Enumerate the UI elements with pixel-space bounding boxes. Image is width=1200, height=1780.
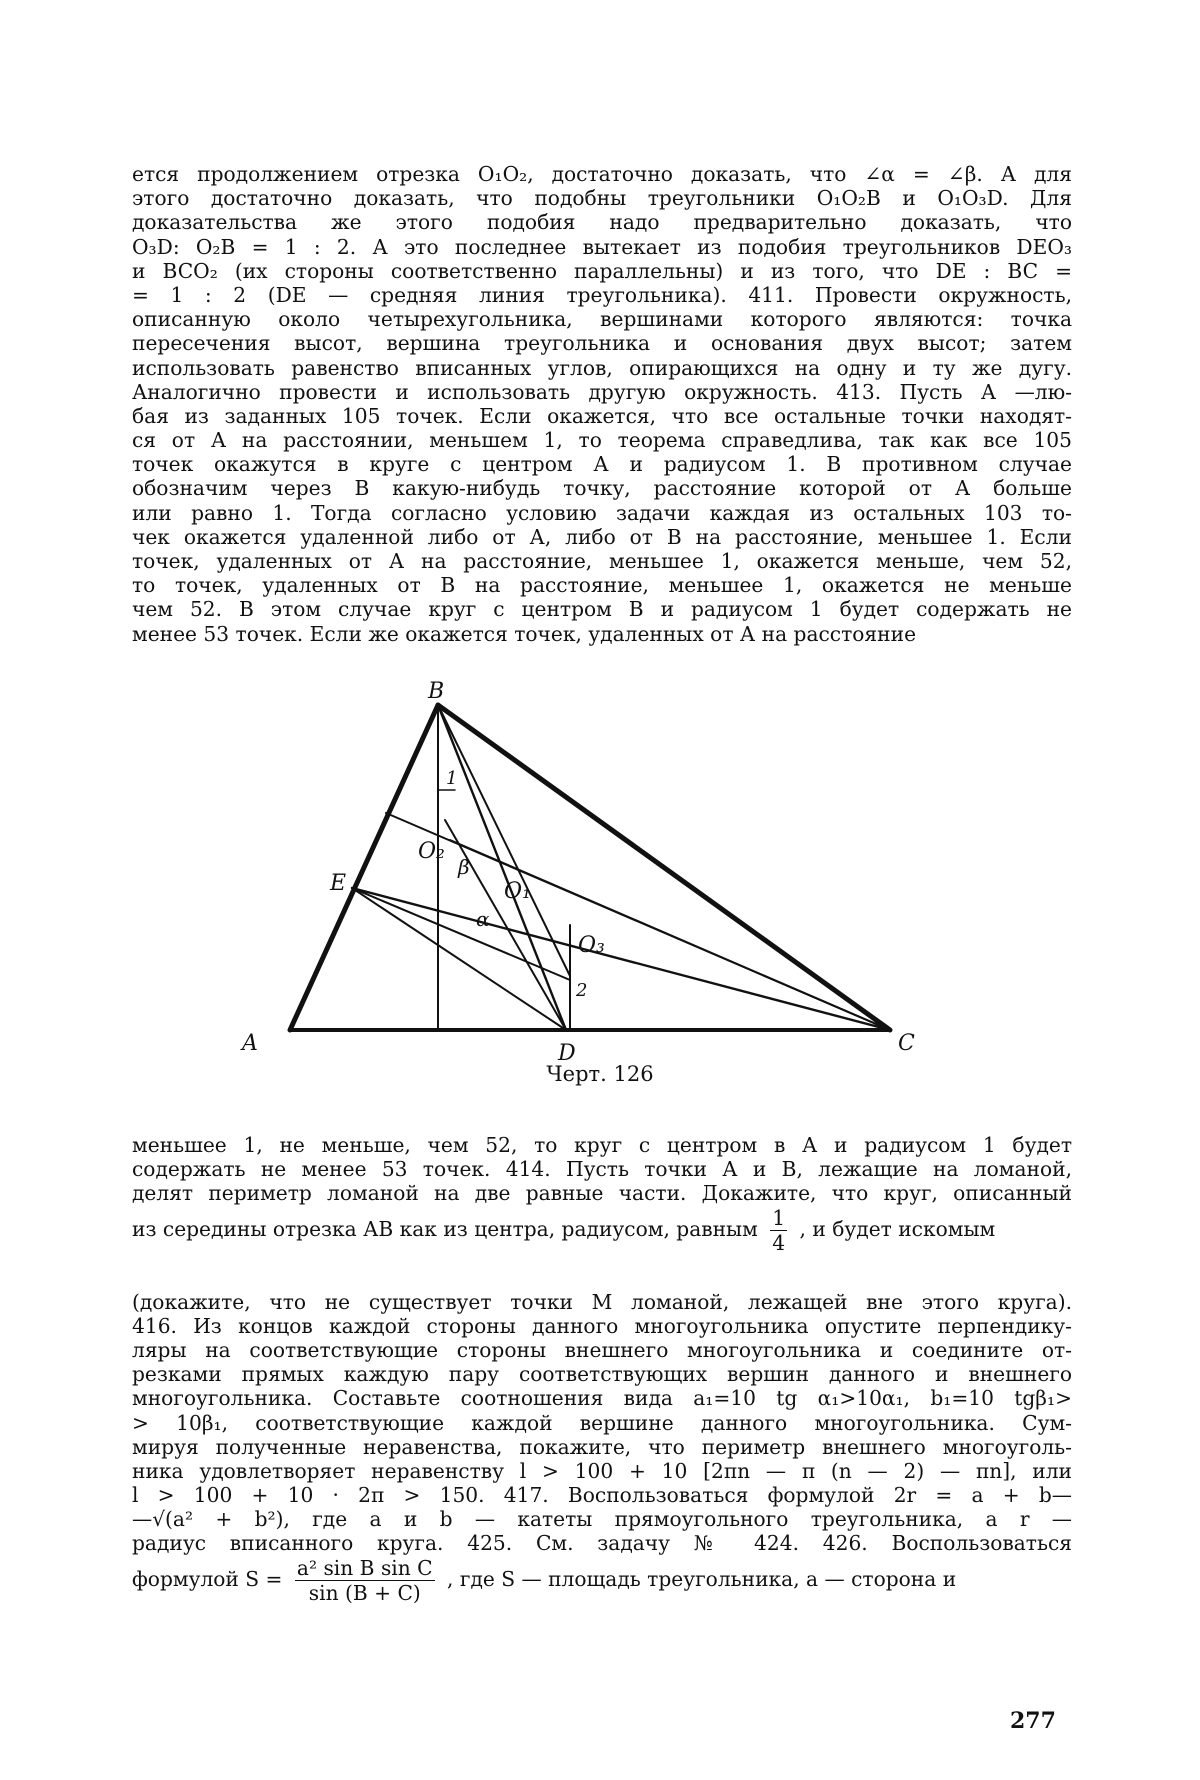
fraction-2-denominator: sin (B + C): [308, 1580, 421, 1605]
text-line: использовать равенство вписанных углов, опирающихся на одну и ту же дугу.: [132, 355, 1072, 380]
text-line: резками прямых каждую пару соответствующих вершин данного и внешнего: [132, 1362, 1072, 1387]
text-line: (докажите, что не существует точки М ломаной, лежащей вне этого круга).: [132, 1289, 1072, 1314]
line-ec: [352, 888, 890, 1030]
side-bc: [438, 705, 890, 1030]
fraction-1: [770, 1206, 787, 1255]
text-line: обозначим через В какую-нибудь точку, расстояние которой от А больше: [132, 476, 1072, 501]
line-o2-d: [445, 820, 566, 1030]
text-line: многоугольника. Составьте соотношения вида a₁=10 tg α₁>10α₁, b₁=10 tgβ₁>: [132, 1386, 1072, 1411]
line-e-o3: [352, 888, 570, 980]
label-angle-1: 1: [446, 768, 458, 789]
text-line: l > 100 + 10 · 2π > 150. 417. Воспользоваться формулой 2r = a + b—: [132, 1483, 1072, 1508]
text-line: меньшее 1, не меньше, чем 52, то круг с центром в А и радиусом 1 будет: [132, 1133, 1072, 1157]
text-line: O₃D: O₂B = 1 : 2. А это последнее вытекает из подобия треугольников DEO₃: [132, 234, 1072, 259]
line-ed: [352, 888, 566, 1030]
text-line: ляры на соответствующие стороны внешнего многоугольника и соедините от-: [132, 1337, 1072, 1362]
text-line: точек окажутся в круге с центром А и радиусом 1. В противном случае: [132, 452, 1072, 477]
text-line: ется продолжением отрезка O₁O₂, достаточно доказать, что ∠α = ∠β. А для: [132, 162, 1072, 186]
text-line: описанную около четырехугольника, вершинами которого являются: точка: [132, 307, 1072, 332]
fraction-2-numerator: a² sin B sin C: [296, 1555, 433, 1580]
text-line: —√(a² + b²), где a и b — катеты прямоугольного треугольника, a r —: [132, 1507, 1072, 1532]
text-line: доказательства же этого подобия надо предварительно доказать, что: [132, 210, 1072, 235]
fraction-1-denominator: 4: [772, 1230, 786, 1255]
label-angle-2: 2: [576, 980, 588, 1001]
fraction-2-before: формулой S =: [132, 1566, 283, 1591]
label-o3: O₃: [578, 933, 605, 958]
text-line: > 10β₁, соответствующие каждой вершине данного многоугольника. Сум-: [132, 1410, 1072, 1435]
label-a: A: [242, 1031, 258, 1056]
text-line: чем 52. В этом случае круг с центром В и радиусом 1 будет содержать не: [132, 597, 1072, 622]
text-line: и BCO₂ (их стороны соответственно параллельны) и из того, что DE : BC =: [132, 258, 1072, 283]
page-number: 277: [1010, 1708, 1056, 1734]
text-line: бая из заданных 105 точек. Если окажется, что все остальные точки находят-: [132, 403, 1072, 428]
text-line: = 1 : 2 (DE — средняя линия треугольника). 411. Провести окружность,: [132, 282, 1072, 307]
text-line: пересечения высот, вершина треугольника и основания двух высот; затем: [132, 331, 1072, 356]
text-line: то точек, удаленных от В на расстояние, меньшее 1, окажется не меньше: [132, 573, 1072, 598]
fraction-1-after: , и будет искомым: [799, 1216, 996, 1241]
label-alpha: α: [476, 907, 490, 931]
geometry-figure: [242, 679, 950, 1080]
label-o2: O₂: [418, 839, 445, 864]
text-line: Аналогично провести и использовать другую окружность. 413. Пусть А —лю-: [132, 379, 1072, 404]
text-line: 416. Из концов каждой стороны данного многоугольника опустите перпендику-: [132, 1313, 1072, 1338]
fraction-line-2: [132, 1556, 1072, 1640]
text-line: чек окажется удаленной либо от А, либо от В на расстояние, меньшее 1. Если: [132, 524, 1072, 549]
text-line: ся от А на расстоянии, меньшем 1, то теорема справедлива, так как все 105: [132, 428, 1072, 453]
label-d: D: [558, 1041, 576, 1066]
fraction-line-1: [132, 1206, 1072, 1290]
label-b-top: B: [428, 679, 445, 704]
text-line: содержать не менее 53 точек. 414. Пусть точки А и В, лежащие на ломаной,: [132, 1157, 1072, 1182]
text-line: ника удовлетворяет неравенству l > 100 + 10 [2πn — π (n — 2) — πn], или: [132, 1458, 1072, 1483]
text-line: мируя полученные неравенства, покажите, что периметр внешнего многоуголь-: [132, 1434, 1072, 1459]
fraction-2: [295, 1556, 435, 1605]
text-line: менее 53 точек. Если же окажется точек, удаленных от А на расстояние: [132, 621, 917, 646]
figure-caption: Черт. 126: [546, 1062, 654, 1086]
label-c: C: [898, 1031, 915, 1056]
text-line: точек, удаленных от А на расстояние, меньшее 1, окажется меньше, чем 52,: [132, 549, 1072, 573]
side-ab: [290, 705, 438, 1030]
fraction-1-before: из середины отрезка АВ как из центра, радиусом, равным: [132, 1216, 758, 1241]
fraction-2-after: , где S — площадь треугольника, a — сторона и: [447, 1566, 957, 1591]
text-block-top: [132, 162, 1072, 646]
fraction-1-numerator: 1: [772, 1205, 786, 1230]
text-line: делят периметр ломаной на две равные части. Докажите, что круг, описанный: [132, 1181, 1072, 1206]
label-o1: O₁: [504, 879, 531, 904]
line-c-o2: [450, 840, 890, 1030]
text-line: или равно 1. Тогда согласно условию задачи каждая из остальных 103 то-: [132, 500, 1072, 525]
label-beta: β: [458, 855, 470, 879]
text-block-bottom: [132, 1133, 1072, 1640]
text-line: радиус вписанного круга. 425. См. задачу № 424. 426. Воспользоваться: [132, 1531, 1072, 1556]
text-line: этого достаточно доказать, что подобны треугольники O₁O₂B и O₁O₃D. Для: [132, 186, 1072, 211]
label-e: E: [330, 871, 347, 896]
